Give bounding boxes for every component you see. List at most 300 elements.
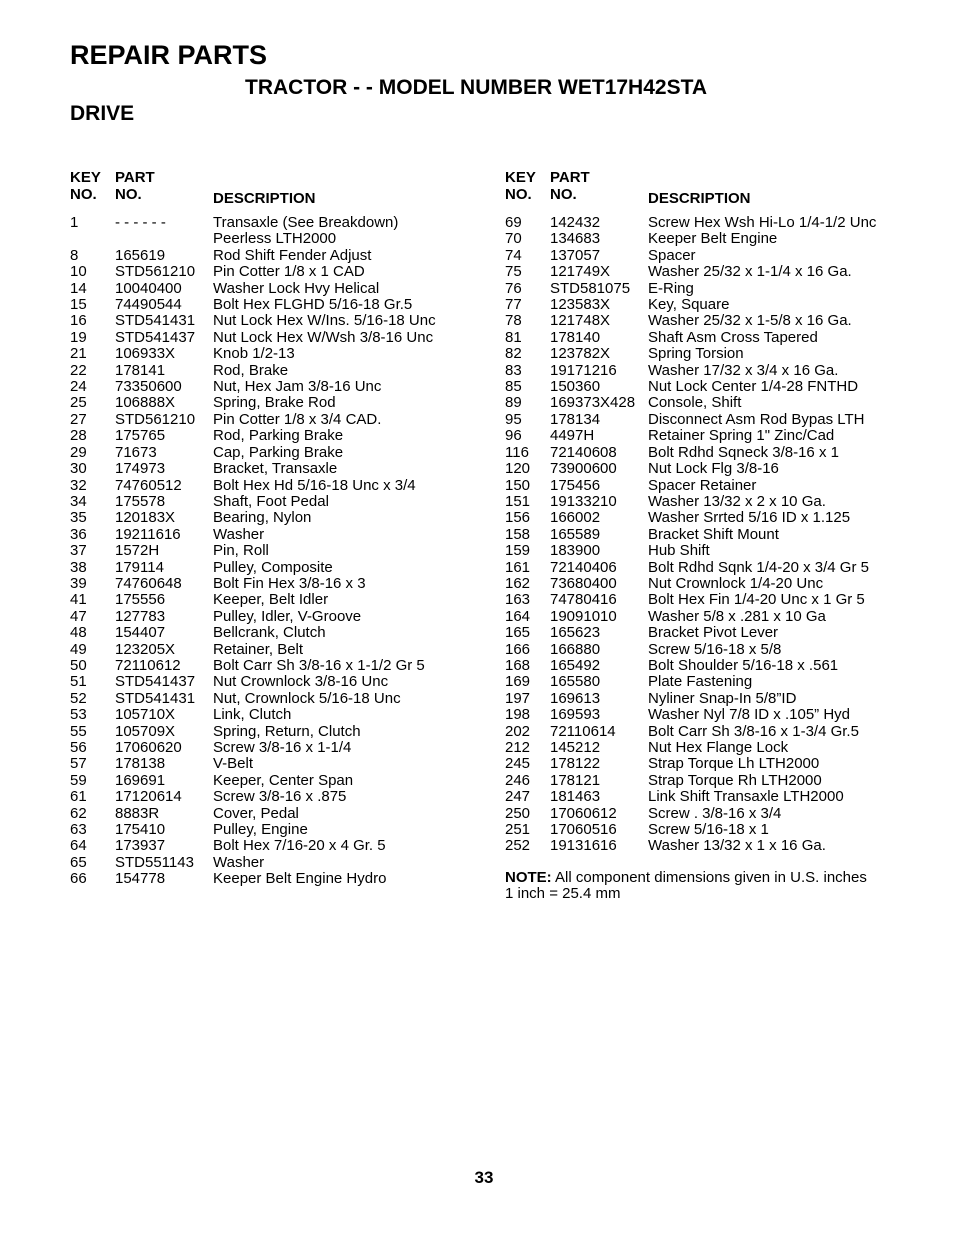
part-description: Nut, Crownlock 5/16-18 Unc <box>213 689 401 707</box>
part-description: Bolt Hex FLGHD 5/16-18 Gr.5 <box>213 296 413 314</box>
key-no: 198 <box>505 706 531 724</box>
parts-row <box>505 379 898 395</box>
part-description: Nut Lock Flg 3/8-16 <box>648 460 779 478</box>
part-no: 120183X <box>115 509 176 527</box>
part-no: 71673 <box>115 443 157 461</box>
part-no-header: PART NO. <box>550 169 590 203</box>
part-description: Pin Cotter 1/8 x 1 CAD <box>213 263 365 281</box>
parts-list-left <box>70 169 463 888</box>
parts-row <box>70 822 463 838</box>
key-no: 251 <box>505 821 531 839</box>
key-no: 197 <box>505 689 531 707</box>
parts-row <box>505 592 898 608</box>
key-no: 61 <box>70 788 87 806</box>
key-no: 66 <box>70 870 87 888</box>
part-description: Link Shift Transaxle LTH2000 <box>648 788 844 806</box>
part-no: 165623 <box>550 624 601 642</box>
parts-row <box>505 330 898 346</box>
parts-row <box>70 297 463 313</box>
part-description: Screw 5/16-18 x 5/8 <box>648 640 782 658</box>
parts-row <box>505 248 898 264</box>
parts-row <box>505 691 898 707</box>
key-no: 156 <box>505 509 531 527</box>
note-text: All component dimensions given in U.S. inches <box>551 869 867 886</box>
key-no: 14 <box>70 279 87 297</box>
part-description: Hub Shift <box>648 542 710 560</box>
key-no: 24 <box>70 378 87 396</box>
part-description: Nut Lock Hex W/Wsh 3/8-16 Unc <box>213 328 434 346</box>
parts-row <box>505 625 898 641</box>
part-no: 169691 <box>115 771 166 789</box>
part-no: 123782X <box>550 345 611 363</box>
key-no: 116 <box>505 443 529 461</box>
part-description: Washer Lock Hvy Helical <box>213 279 380 297</box>
part-description: Spacer Retainer <box>648 476 757 494</box>
parts-row <box>505 215 898 231</box>
parts-row <box>505 412 898 428</box>
key-no: 55 <box>70 722 87 740</box>
part-no: 73350600 <box>115 378 182 396</box>
parts-row <box>505 838 898 854</box>
part-no: 169373X428 <box>550 394 636 412</box>
part-description: Shaft, Foot Pedal <box>213 492 329 510</box>
part-description: Keeper, Center Span <box>213 771 354 789</box>
parts-row <box>505 510 898 526</box>
part-no: 169593 <box>550 706 601 724</box>
part-no: 178134 <box>550 410 601 428</box>
parts-row <box>70 560 463 576</box>
part-no: 165580 <box>550 673 601 691</box>
page-number: 33 <box>474 1168 494 1187</box>
key-no: 38 <box>70 558 87 576</box>
part-no: STD551143 <box>115 853 194 871</box>
part-no: 17060612 <box>550 804 617 822</box>
part-description: Screw 3/8-16 x .875 <box>213 788 347 806</box>
key-no: 168 <box>505 656 531 674</box>
part-no: 174973 <box>115 460 166 478</box>
part-no: 178121 <box>550 771 601 789</box>
part-description: V-Belt <box>213 755 254 773</box>
key-no: 75 <box>505 263 522 281</box>
part-description: Washer 13/32 x 2 x 10 Ga. <box>648 492 826 510</box>
key-no-header: KEY NO. <box>505 169 536 203</box>
parts-rows <box>505 215 898 855</box>
part-no: 183900 <box>550 542 601 560</box>
part-description: Nut, Hex Jam 3/8-16 Unc <box>213 378 382 396</box>
part-description: Screw . 3/8-16 x 3/4 <box>648 804 782 822</box>
parts-row <box>70 658 463 674</box>
parts-row <box>70 428 463 444</box>
part-description: Strap Torque Lh LTH2000 <box>648 755 820 773</box>
part-description: Screw Hex Wsh Hi-Lo 1/4-1/2 Unc <box>648 214 877 231</box>
section-heading: DRIVE <box>70 102 135 125</box>
part-no: 150360 <box>550 378 601 396</box>
part-no: 10040400 <box>115 279 182 297</box>
parts-row <box>70 674 463 690</box>
parts-row <box>70 412 463 428</box>
part-no: STD581075 <box>550 279 631 297</box>
parts-row <box>505 461 898 477</box>
part-description: Bolt Carr Sh 3/8-16 x 1-1/2 Gr 5 <box>213 656 425 674</box>
parts-row <box>505 395 898 411</box>
parts-row <box>505 363 898 379</box>
part-description: Pulley, Composite <box>213 558 333 576</box>
part-no: 165589 <box>550 525 601 543</box>
key-no: 51 <box>70 673 87 691</box>
part-no: 121748X <box>550 312 611 330</box>
part-no: 19133210 <box>550 492 617 510</box>
part-no: 175410 <box>115 821 166 839</box>
part-no <box>115 231 213 247</box>
parts-row <box>70 576 463 592</box>
part-description: Bellcrank, Clutch <box>213 624 326 642</box>
parts-row <box>70 313 463 329</box>
part-no: 178122 <box>550 755 601 773</box>
part-description: Rod, Parking Brake <box>213 427 344 445</box>
part-no: 134683 <box>550 230 601 248</box>
part-description: Plate Fastening <box>648 673 753 691</box>
dimension-note <box>505 870 867 903</box>
part-description: Nut Hex Flange Lock <box>648 739 789 756</box>
parts-row <box>70 330 463 346</box>
key-no: 202 <box>505 722 531 740</box>
key-no: 78 <box>505 312 522 330</box>
part-description: Peerless LTH2000 <box>213 230 337 248</box>
part-description: Bracket Pivot Lever <box>648 624 779 642</box>
part-description: Bolt Hex 7/16-20 x 4 Gr. 5 <box>213 837 386 855</box>
parts-row <box>70 609 463 625</box>
description-header: DESCRIPTION <box>213 190 316 207</box>
part-no: 19171216 <box>550 361 617 379</box>
part-description: Cap, Parking Brake <box>213 443 344 461</box>
parts-row <box>70 871 463 887</box>
part-no: 19091010 <box>550 607 617 625</box>
key-no: 56 <box>70 739 87 756</box>
note-conversion: 1 inch = 25.4 mm <box>505 885 621 903</box>
parts-row <box>70 592 463 608</box>
part-description: Pulley, Engine <box>213 821 308 839</box>
parts-row <box>505 428 898 444</box>
part-description: Washer 5/8 x .281 x 10 Ga <box>648 607 826 625</box>
part-no: 175456 <box>550 476 601 494</box>
model-subtitle: TRACTOR - - MODEL NUMBER WET17H42STA <box>245 76 708 99</box>
parts-row <box>70 625 463 641</box>
key-no: 15 <box>70 296 87 314</box>
parts-row <box>70 461 463 477</box>
part-no: 72140608 <box>550 443 617 461</box>
parts-row <box>505 674 898 690</box>
key-no: 25 <box>70 394 87 412</box>
key-no: 83 <box>505 361 522 379</box>
part-no: 142432 <box>550 214 601 231</box>
part-no: 166880 <box>550 640 601 658</box>
parts-row <box>70 773 463 789</box>
parts-list-right <box>505 169 898 855</box>
part-no: 165492 <box>550 656 601 674</box>
key-no: 252 <box>505 837 531 855</box>
part-no: STD561210 <box>115 410 196 428</box>
key-no: 245 <box>505 755 531 773</box>
parts-row <box>70 543 463 559</box>
parts-row <box>70 346 463 362</box>
key-no: 150 <box>505 476 531 494</box>
part-description: Bracket, Transaxle <box>213 460 338 478</box>
key-no: 165 <box>505 624 531 642</box>
part-no: 173937 <box>115 837 166 855</box>
parts-row <box>70 806 463 822</box>
key-no: 47 <box>70 607 87 625</box>
parts-row <box>505 494 898 510</box>
parts-row <box>70 379 463 395</box>
part-description: Bracket Shift Mount <box>648 525 779 543</box>
part-no: 179114 <box>115 558 164 576</box>
part-no: 8883R <box>115 804 160 822</box>
parts-row <box>505 346 898 362</box>
part-description: Nut Lock Center 1/4-28 FNTHD <box>648 378 859 396</box>
key-no-header: KEY NO. <box>70 169 101 203</box>
parts-row <box>70 248 463 264</box>
key-no: 62 <box>70 804 87 822</box>
parts-row <box>505 756 898 772</box>
description-header: DESCRIPTION <box>648 190 751 207</box>
parts-row <box>505 806 898 822</box>
parts-row <box>505 789 898 805</box>
key-no: 35 <box>70 509 87 527</box>
parts-row <box>505 231 898 247</box>
key-no: 1 <box>70 214 79 231</box>
part-description: Washer <box>213 853 265 871</box>
part-no: 74780416 <box>550 591 617 609</box>
part-no: 74760648 <box>115 574 182 592</box>
part-no: - - - - - - <box>115 214 166 231</box>
key-no: 164 <box>505 607 531 625</box>
part-description: Screw 3/8-16 x 1-1/4 <box>213 739 352 756</box>
part-no: 169613 <box>550 689 601 707</box>
part-no: 165619 <box>115 246 166 264</box>
parts-row <box>70 510 463 526</box>
parts-row <box>70 756 463 772</box>
parts-row <box>505 543 898 559</box>
part-no: 72140406 <box>550 558 617 576</box>
part-description: Retainer Spring 1" Zinc/Cad <box>648 427 835 445</box>
part-no: STD541437 <box>115 328 196 346</box>
parts-row <box>505 773 898 789</box>
key-no: 10 <box>70 263 87 281</box>
part-description: Key, Square <box>648 296 730 314</box>
parts-row <box>70 264 463 280</box>
part-description: Spring Torsion <box>648 345 744 363</box>
parts-rows <box>70 215 463 888</box>
part-description: Washer 17/32 x 3/4 x 16 Ga. <box>648 361 839 379</box>
part-no: 181463 <box>550 788 601 806</box>
key-no: 250 <box>505 804 531 822</box>
parts-row <box>505 642 898 658</box>
part-no: 1572H <box>115 542 160 560</box>
part-no: 72110614 <box>550 722 616 740</box>
key-no: 30 <box>70 460 87 478</box>
part-no: 17060620 <box>115 739 182 756</box>
part-no: STD541431 <box>115 312 196 330</box>
part-description: Transaxle (See Breakdown) <box>213 214 399 231</box>
part-no: 17060516 <box>550 821 617 839</box>
key-no: 34 <box>70 492 87 510</box>
part-description: Bolt Hex Fin 1/4-20 Unc x 1 Gr 5 <box>648 591 865 609</box>
part-no: 175765 <box>115 427 166 445</box>
parts-row <box>70 838 463 854</box>
part-description: Screw 5/16-18 x 1 <box>648 821 769 839</box>
column-headers <box>70 169 463 207</box>
part-no: 72110612 <box>115 656 181 674</box>
key-no: 96 <box>505 427 522 445</box>
key-no: 169 <box>505 673 531 691</box>
key-no: 29 <box>70 443 87 461</box>
part-description: Nut Lock Hex W/Ins. 5/16-18 Unc <box>213 312 436 330</box>
key-no: 28 <box>70 427 87 445</box>
part-description: Bolt Fin Hex 3/8-16 x 3 <box>213 574 366 592</box>
parts-row <box>505 609 898 625</box>
part-no: 19211616 <box>115 525 181 543</box>
parts-row <box>505 576 898 592</box>
key-no: 159 <box>505 542 531 560</box>
part-no: 19131616 <box>550 837 617 855</box>
key-no: 120 <box>505 460 531 478</box>
parts-row <box>70 445 463 461</box>
key-no: 247 <box>505 788 531 806</box>
key-no: 8 <box>70 246 79 264</box>
key-no: 59 <box>70 771 87 789</box>
part-description: Washer 13/32 x 1 x 16 Ga. <box>648 837 826 855</box>
part-no: 175556 <box>115 591 166 609</box>
part-no: 175578 <box>115 492 166 510</box>
part-no: STD541431 <box>115 689 196 707</box>
key-no: 166 <box>505 640 531 658</box>
part-no: 73900600 <box>550 460 617 478</box>
part-no: 145212 <box>550 739 601 756</box>
key-no: 50 <box>70 656 87 674</box>
key-no: 69 <box>505 214 522 231</box>
part-description: Rod Shift Fender Adjust <box>213 246 372 264</box>
parts-row <box>70 855 463 871</box>
key-no: 16 <box>70 312 87 330</box>
part-no: 178140 <box>550 328 601 346</box>
part-description: Keeper Belt Engine <box>648 230 778 248</box>
parts-row <box>70 724 463 740</box>
part-no: 123205X <box>115 640 176 658</box>
column-headers <box>505 169 898 207</box>
part-no: 74760512 <box>115 476 182 494</box>
key-no: 64 <box>70 837 87 855</box>
part-description: Bolt Hex Hd 5/16-18 Unc x 3/4 <box>213 476 416 494</box>
key-no: 57 <box>70 755 87 773</box>
part-no: 123583X <box>550 296 611 314</box>
parts-row <box>505 560 898 576</box>
part-description: Knob 1/2-13 <box>213 345 295 363</box>
part-description: Pin Cotter 1/8 x 3/4 CAD. <box>213 410 382 428</box>
note-label: NOTE: <box>505 869 552 886</box>
parts-row <box>70 691 463 707</box>
parts-row <box>505 297 898 313</box>
key-no: 22 <box>70 361 87 379</box>
part-no: 4497H <box>550 427 595 445</box>
key-no: 81 <box>505 328 522 346</box>
key-no: 77 <box>505 296 522 314</box>
key-no: 89 <box>505 394 522 412</box>
key-no: 151 <box>505 492 531 510</box>
key-no: 74 <box>505 246 522 264</box>
part-description: Washer 25/32 x 1-1/4 x 16 Ga. <box>648 263 852 281</box>
key-no: 158 <box>505 525 531 543</box>
key-no: 246 <box>505 771 531 789</box>
key-no: 85 <box>505 378 522 396</box>
part-description: Pulley, Idler, V-Groove <box>213 607 362 625</box>
key-no: 163 <box>505 591 531 609</box>
part-no: 105710X <box>115 706 176 724</box>
part-description: Washer <box>213 525 265 543</box>
part-no: 127783 <box>115 607 166 625</box>
key-no: 32 <box>70 476 87 494</box>
part-description: Nut Crownlock 3/8-16 Unc <box>213 673 389 691</box>
part-description: Washer Nyl 7/8 ID x .105” Hyd <box>648 706 851 724</box>
parts-row <box>505 707 898 723</box>
parts-row <box>70 215 463 231</box>
key-no: 162 <box>505 574 531 592</box>
parts-row <box>505 724 898 740</box>
part-description: Keeper Belt Engine Hydro <box>213 870 387 888</box>
key-no: 53 <box>70 706 87 724</box>
part-no: 105709X <box>115 722 176 740</box>
part-description: Keeper, Belt Idler <box>213 591 329 609</box>
key-no: 39 <box>70 574 87 592</box>
part-description: Washer Srrted 5/16 ID x 1.125 <box>648 509 851 527</box>
part-description: Spacer <box>648 246 696 264</box>
parts-row <box>505 313 898 329</box>
parts-row <box>70 395 463 411</box>
part-description: Console, Shift <box>648 394 742 412</box>
part-description: Shaft Asm Cross Tapered <box>648 328 818 346</box>
key-no: 65 <box>70 853 87 871</box>
parts-row <box>505 740 898 756</box>
part-no-header: PART NO. <box>115 169 155 203</box>
parts-row <box>505 264 898 280</box>
part-description: Nut Crownlock 1/4-20 Unc <box>648 574 824 592</box>
parts-row <box>505 658 898 674</box>
part-no: 178138 <box>115 755 166 773</box>
parts-row <box>70 281 463 297</box>
key-no: 27 <box>70 410 87 428</box>
parts-row <box>505 478 898 494</box>
key-no: 49 <box>70 640 87 658</box>
parts-row <box>505 281 898 297</box>
key-no: 37 <box>70 542 87 560</box>
key-no: 212 <box>505 739 531 756</box>
parts-row <box>70 231 463 247</box>
part-no: 166002 <box>550 509 601 527</box>
part-description: Disconnect Asm Rod Bypas LTH <box>648 410 865 428</box>
key-no: 48 <box>70 624 87 642</box>
part-no: 17120614 <box>115 788 182 806</box>
key-no: 21 <box>70 345 87 363</box>
page-title: REPAIR PARTS <box>70 40 268 70</box>
part-no: 178141 <box>115 361 166 379</box>
part-description: Spring, Brake Rod <box>213 394 336 412</box>
parts-row <box>70 527 463 543</box>
parts-row <box>505 445 898 461</box>
key-no: 19 <box>70 328 87 346</box>
key-no: 52 <box>70 689 87 707</box>
part-description: Bearing, Nylon <box>213 509 312 527</box>
part-description: Washer 25/32 x 1-5/8 x 16 Ga. <box>648 312 852 330</box>
parts-row <box>70 707 463 723</box>
